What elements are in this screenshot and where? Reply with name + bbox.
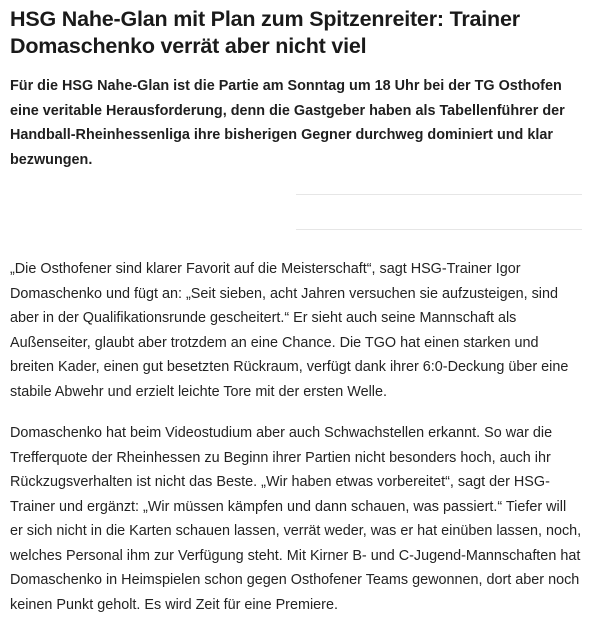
article — [10, 0, 582, 617]
ad-placeholder-blank — [0, 194, 296, 230]
article-lead: Für die HSG Nahe-Glan ist die Partie am Sonntag um 18 Uhr bei der TG Osthofen eine veritable Herausforderung, denn die Gastgeber haben als Tabellenführer der Handball-Rheinhessenliga ihre bisherigen Gegner durchweg dominiert und klar bezwungen. — [10, 78, 565, 168]
ad-placeholder — [10, 194, 582, 230]
body-paragraph-2: Domaschenko hat beim Videostudium aber auch Schwachstellen erkannt. So war die Trefferquote der Rheinhessen zu Beginn ihrer Partien nicht besonders hoch, auch ihr Rückzugsverhalten ist nicht das Beste. „Wir haben etwas vorbereitet“, sagt der HSG-Trainer und ergänzt: „Wir müssen kämpfen und dann schauen, was passiert.“ Tiefer will er sich nicht in die Karten schauen lassen, verrät weder, was er hat einüben lassen, noch, welches Personal ihm zur Verfügung steht. Mit Kirner B- und C-Jugend-Mannschaften hat Domaschenko in Heimspielen schon gegen Osthofener Teams gewonnen, dort aber noch keinen Punkt geholt. Es wird Zeit für eine Premiere. — [10, 425, 582, 613]
body-paragraph-1: „Die Osthofener sind klarer Favorit auf die Meisterschaft“, sagt HSG-Trainer Igor Domaschenko und fügt an: „Seit sieben, acht Jahren versuchen sie aufzusteigen, sind aber in der Qualifikationsrunde gescheitert.“ Er sieht auch seine Mannschaft als Außenseiter, glaubt aber trotzdem an eine Chance. Die TGO hat einen starken und breiten Kader, einen gut besetzten Rückraum, verfügt dank ihrer 6:0-Deckung über eine stabile Abwehr und erzielt leichte Tore mit der ersten Welle. — [10, 261, 569, 400]
article-headline: HSG Nahe-Glan mit Plan zum Spitzenreiter: Trainer Domaschenko verrät aber nicht viel — [10, 7, 520, 58]
